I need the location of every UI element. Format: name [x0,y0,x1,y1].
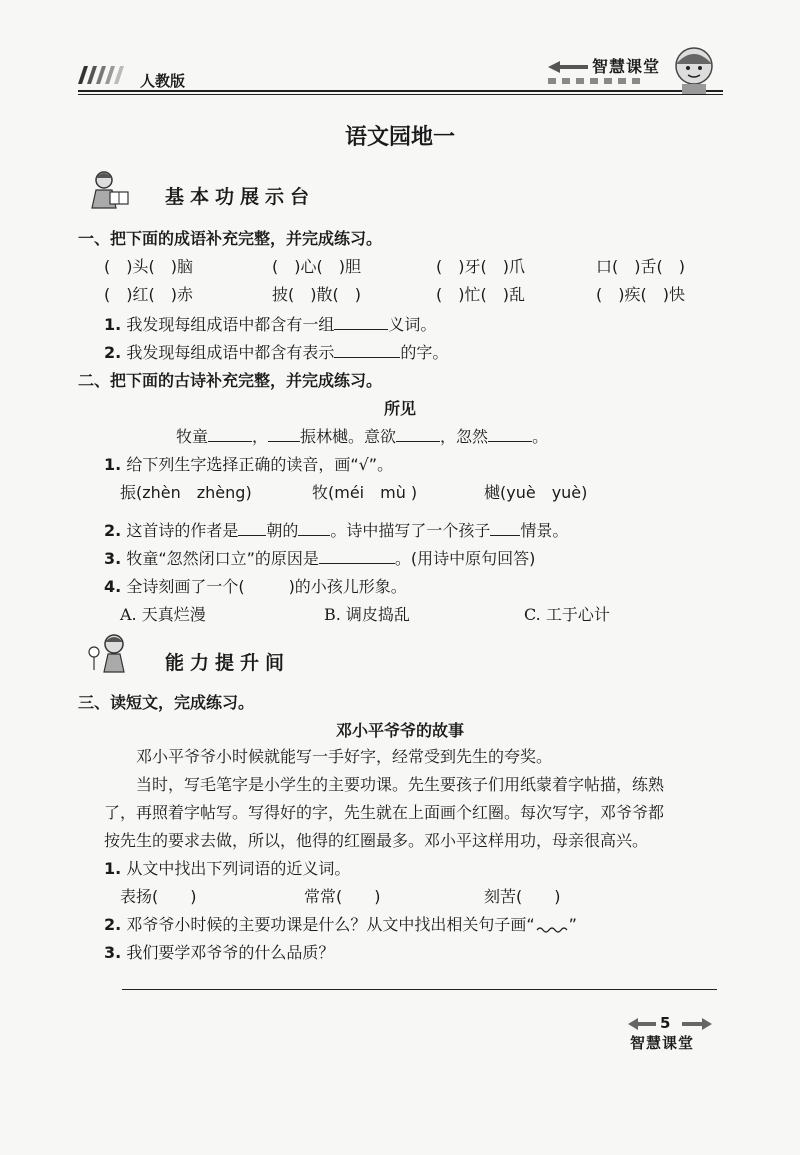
idiom-3: ( )牙( )爪 [436,257,525,276]
q3-sub2-number: 2. [104,915,122,934]
q2-sub4 [104,574,407,597]
q3-sub1 [104,856,350,879]
question-1-heading: 一、把下面的成语补充完整，并完成练习。 [78,229,383,248]
student-reading-icon [84,168,132,212]
header-rule-thin [78,94,723,95]
q1-sub2-number: 2. [104,343,122,362]
section-basic-skills-title: 基本功展示台 [165,186,316,208]
idiom-5: ( )红( )赤 [104,285,193,304]
story-paragraph-2-line-2: 了，再照着字帖写。写得好的字，先生就在上面画个红圈。每次写字，邓爷爷都 [104,803,665,822]
q2-sub2 [104,518,568,541]
q2-sub1 [104,452,393,475]
footer-arrow-right-icon [682,1018,712,1030]
idiom-4: 口( )舌( ) [596,257,685,276]
page-number: 5 [660,1014,671,1032]
poem-text-5: 。 [532,427,549,446]
q3-sub2-text: 邓爷爷小时候的主要功课是什么？从文中找出相关句子画“ [126,915,535,934]
footer-arrow-left-icon [628,1018,656,1030]
dotted-bar-decoration [548,78,658,84]
idiom-2: ( )心( )胆 [272,257,361,276]
q1-sub1 [104,312,436,335]
q2-sub2-number: 2. [104,521,122,540]
page-title: 语文园地一 [344,125,455,150]
girl-with-flower-icon [86,630,134,674]
q1-sub2 [104,340,448,363]
poem-blank-4[interactable] [488,425,532,442]
answer-blank[interactable] [298,519,330,536]
edition-label: 人教版 [140,72,186,90]
q3-sub1-number: 1. [104,859,122,878]
q2-sub4-text-end: )的小孩儿形象。 [288,577,407,596]
story-paragraph-1: 邓小平爷爷小时候就能写一手好字，经常受到先生的夸奖。 [136,747,553,766]
brand-title: 智慧课堂 [592,57,661,76]
q1-sub1-text: 我发现每组成语中都含有一组 [126,315,335,334]
q1-sub2-text-end: 的字。 [400,343,449,362]
q1-sub1-number: 1. [104,315,122,334]
poem-text-4: ，忽然 [440,427,489,446]
poem-text-3: 振林樾。意欲 [300,427,397,446]
q3-sub3 [104,940,334,963]
q2-sub2-text-3: 。诗中描写了一个孩子 [330,521,491,540]
q2-sub1-text: 给下列生字选择正确的读音，画“√”。 [126,455,394,474]
q2-sub2-text-1: 这首诗的作者是 [126,521,239,540]
q3-sub2-text-end: ” [568,915,577,934]
option-c[interactable]: C. 工于心计 [524,605,610,624]
poem-blank-2[interactable] [268,425,300,442]
answer-blank[interactable] [334,313,388,330]
story-paragraph-2-line-3: 按先生的要求去做，所以，他得的红圈最多。邓小平这样用功，母亲很高兴。 [104,831,649,850]
story-paragraph-2-line-1: 当时，写毛笔字是小学生的主要功课。先生要孩子们用纸蒙着字帖描，练熟 [136,775,665,794]
q2-sub2-text-2: 朝的 [266,521,299,540]
synonym-item-1[interactable]: 表扬( ) [120,887,197,906]
poem-text-2: ， [252,427,269,446]
answer-blank[interactable] [238,519,266,536]
section-ability-title: 能力提升间 [165,652,291,674]
question-3-heading: 三、读短文，完成练习。 [78,693,255,712]
q2-sub3-number: 3. [104,549,122,568]
footer-brand: 智慧课堂 [630,1034,695,1052]
q3-sub3-text: 我们要学邓爷爷的什么品质？ [126,943,335,962]
poem-text-1: 牧童 [176,427,209,446]
q3-sub2 [104,912,577,935]
reading-option-2[interactable]: 牧(méi mù ) [312,483,418,502]
idiom-8: ( )疾( )快 [596,285,685,304]
q2-sub3-text-end: 。(用诗中原句回答) [394,549,536,568]
header-stripes-decoration [78,66,126,84]
q2-sub2-text-4: 情景。 [520,521,569,540]
q3-sub1-text: 从文中找出下列词语的近义词。 [126,859,351,878]
wavy-underline-icon [535,920,569,934]
reading-option-3[interactable]: 樾(yuè yuè) [484,483,588,502]
header-rule [78,90,723,92]
q2-sub3-text: 牧童“忽然闭口立”的原因是 [126,549,319,568]
idiom-7: ( )忙( )乱 [436,285,525,304]
poem-title: 所见 [383,399,416,418]
option-b[interactable]: B. 调皮捣乱 [324,605,410,624]
mascot-girl-icon [666,44,722,94]
q2-sub4-text: 全诗刻画了一个( [126,577,245,596]
q1-sub2-text: 我发现每组成语中都含有表示 [126,343,335,362]
answer-blank[interactable] [334,341,400,358]
option-a[interactable]: A. 天真烂漫 [120,605,206,624]
reading-option-1[interactable]: 振(zhèn zhèng) [120,483,252,502]
q1-sub1-text-end: 义词。 [388,315,437,334]
idiom-1: ( )头( )脑 [104,257,193,276]
answer-blank[interactable] [490,519,520,536]
answer-blank[interactable] [319,547,395,564]
q2-sub3 [104,546,535,569]
idiom-6: 披( )散( ) [272,285,361,304]
synonym-item-3[interactable]: 刻苦( ) [484,887,561,906]
answer-line[interactable] [122,989,717,990]
question-2-heading: 二、把下面的古诗补充完整，并完成练习。 [78,371,383,390]
q2-sub1-number: 1. [104,455,122,474]
synonym-item-2[interactable]: 常常( ) [304,887,381,906]
poem-blank-1[interactable] [208,425,252,442]
poem-line [176,424,548,447]
arrow-left-icon [548,60,588,74]
poem-blank-3[interactable] [396,425,440,442]
q3-sub3-number: 3. [104,943,122,962]
q2-sub4-number: 4. [104,577,122,596]
story-title: 邓小平爷爷的故事 [335,721,464,740]
